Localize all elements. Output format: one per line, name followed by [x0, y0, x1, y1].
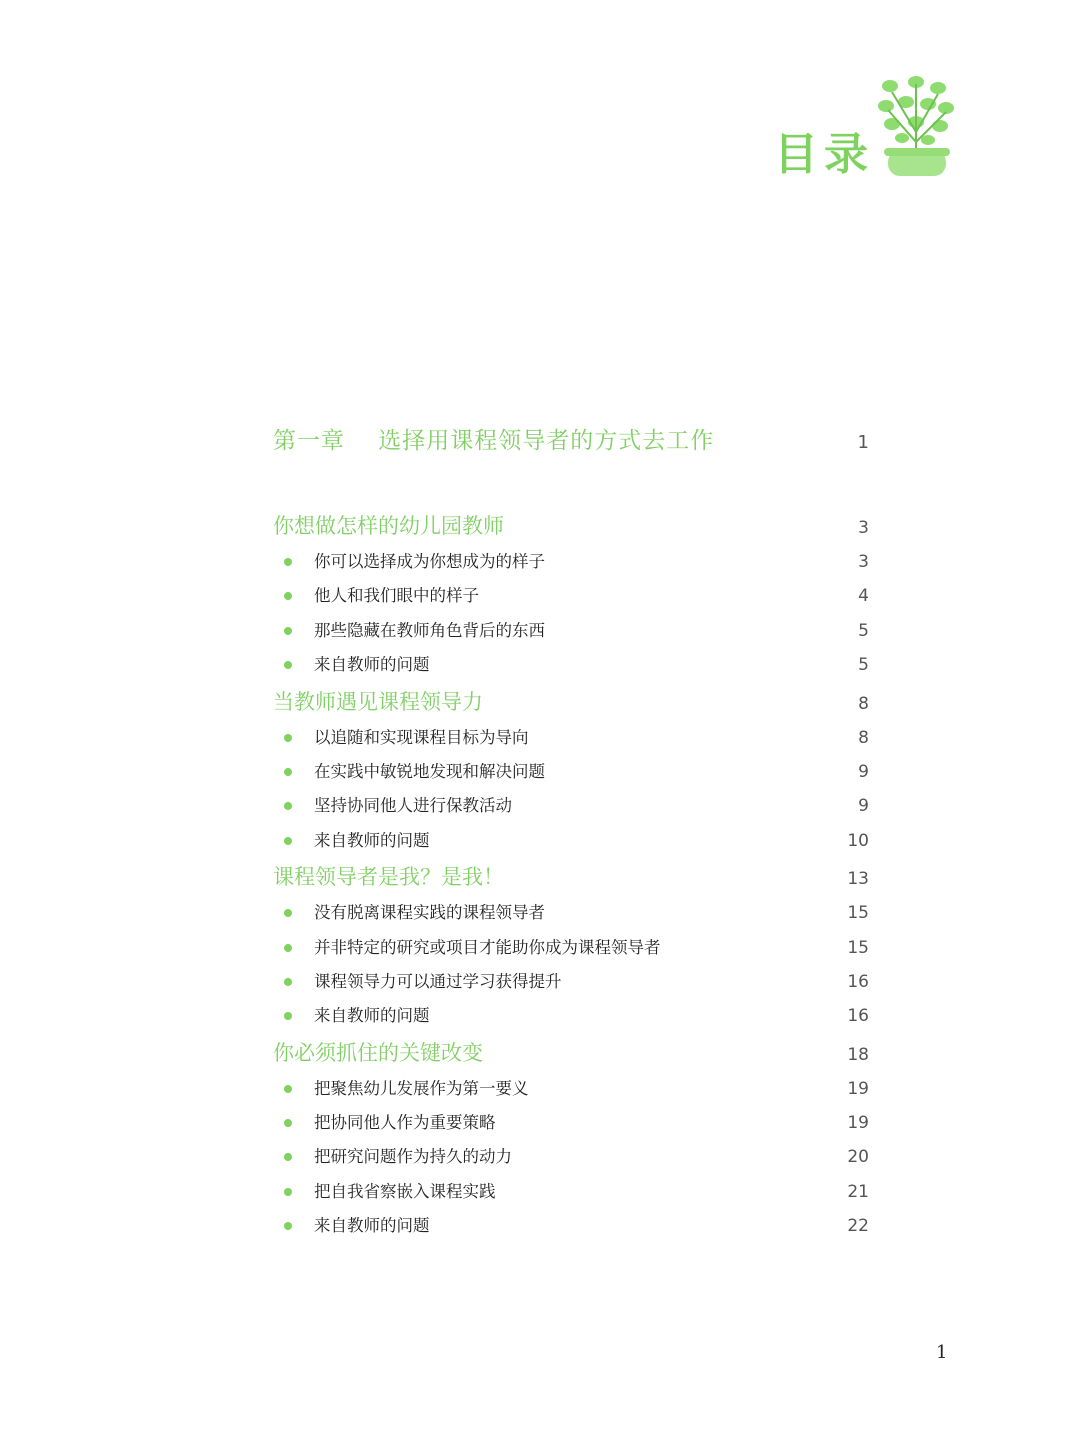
toc-item-label: 你可以选择成为你想成为的样子	[314, 552, 545, 571]
section-heading[interactable]	[273, 508, 873, 544]
toc-item-label: 把自我省察嵌入课程实践	[314, 1181, 496, 1201]
toc-item-label: 把聚焦幼儿发展作为第一要义	[314, 1078, 529, 1098]
chapter-title: 第一章 选择用课程领导者的方式去工作	[273, 428, 715, 454]
bullet-icon	[284, 592, 292, 600]
toc-item[interactable]	[273, 756, 873, 790]
toc-item[interactable]	[273, 1141, 873, 1175]
bullet-icon	[284, 944, 292, 952]
toc-item-page: 3	[858, 552, 869, 572]
toc-item[interactable]	[273, 649, 873, 683]
section-title: 课程领导者是我？是我！	[273, 865, 504, 890]
toc-item-label: 来自教师的问题	[314, 1006, 430, 1026]
section-heading[interactable]	[273, 684, 873, 720]
toc-item[interactable]	[273, 966, 873, 1000]
bullet-icon	[284, 837, 292, 845]
bullet-icon	[284, 661, 292, 669]
section-heading[interactable]	[273, 1035, 873, 1071]
toc-item-label: 在实践中敏锐地发现和解决问题	[314, 761, 545, 781]
toc-item-page: 16	[847, 1006, 869, 1027]
toc-section	[273, 859, 873, 1035]
toc-item-page: 22	[847, 1216, 869, 1237]
bullet-icon	[284, 1119, 292, 1127]
toc-item-page: 15	[847, 903, 869, 924]
section-title: 你必须抓住的关键改变	[273, 1040, 483, 1065]
toc-item[interactable]	[273, 1000, 873, 1034]
bullet-icon	[284, 734, 292, 742]
bullet-icon	[284, 1222, 292, 1230]
bullet-icon	[284, 1153, 292, 1161]
toc-item[interactable]	[273, 790, 873, 824]
table-of-contents	[273, 508, 873, 1245]
page-number: 1	[936, 1342, 948, 1363]
toc-item-page: 15	[847, 937, 869, 958]
toc-item-page: 8	[858, 727, 869, 748]
toc-item-page: 9	[858, 761, 869, 782]
toc-section	[273, 1035, 873, 1245]
section-page-number: 8	[858, 693, 869, 714]
bullet-icon	[284, 1012, 292, 1020]
toc-item[interactable]	[273, 1176, 873, 1210]
toc-item[interactable]	[273, 1107, 873, 1141]
bullet-icon	[284, 978, 292, 986]
toc-item-page: 10	[847, 830, 869, 851]
toc-item[interactable]	[273, 825, 873, 859]
toc-item-label: 并非特定的研究或项目才能助你成为课程领导者	[314, 937, 661, 957]
toc-item[interactable]	[273, 580, 873, 614]
toc-item-page: 5	[858, 620, 869, 641]
toc-section	[273, 684, 873, 860]
toc-item[interactable]	[273, 615, 873, 649]
toc-item[interactable]	[273, 932, 873, 966]
toc-item-label: 没有脱离课程实践的课程领导者	[314, 903, 545, 923]
toc-item-page: 16	[847, 971, 869, 992]
toc-item-label: 坚持协同他人进行保教活动	[314, 796, 512, 816]
bullet-icon	[284, 627, 292, 635]
toc-item[interactable]	[273, 897, 873, 931]
toc-item-page: 21	[847, 1181, 869, 1202]
toc-item-label: 把研究问题作为持久的动力	[314, 1147, 512, 1167]
toc-item[interactable]	[273, 1073, 873, 1107]
section-heading[interactable]	[273, 859, 873, 895]
bullet-icon	[284, 1085, 292, 1093]
toc-item-label: 那些隐藏在教师角色背后的东西	[314, 620, 545, 640]
section-page-number: 18	[847, 1044, 869, 1065]
toc-item[interactable]	[273, 1210, 873, 1244]
chapter-heading[interactable]	[273, 424, 873, 458]
section-page-number: 3	[858, 518, 869, 538]
toc-item-label: 以追随和实现课程目标为导向	[314, 727, 529, 747]
chapter-page-number: 1	[857, 432, 869, 453]
toc-item-page: 5	[858, 655, 869, 676]
section-title: 你想做怎样的幼儿园教师	[273, 514, 504, 538]
bullet-icon	[284, 909, 292, 917]
toc-item[interactable]	[273, 546, 873, 580]
toc-item-page: 19	[847, 1078, 869, 1099]
toc-item-page: 4	[858, 586, 869, 607]
section-title: 当教师遇见课程领导力	[273, 689, 483, 714]
bullet-icon	[284, 802, 292, 810]
toc-item-label: 来自教师的问题	[314, 830, 430, 850]
section-page-number: 13	[847, 869, 869, 890]
toc-section	[273, 508, 873, 684]
bullet-icon	[284, 768, 292, 776]
toc-item-page: 20	[847, 1147, 869, 1168]
bullet-icon	[284, 558, 292, 566]
toc-item-label: 来自教师的问题	[314, 1216, 430, 1236]
toc-item[interactable]	[273, 722, 873, 756]
page-title: 目录	[774, 129, 874, 180]
toc-item-page: 9	[858, 796, 869, 817]
potted-plant-icon	[876, 72, 956, 182]
toc-item-label: 来自教师的问题	[314, 655, 430, 675]
toc-item-label: 他人和我们眼中的样子	[314, 586, 479, 606]
toc-item-label: 课程领导力可以通过学习获得提升	[314, 971, 562, 991]
toc-item-label: 把协同他人作为重要策略	[314, 1113, 496, 1133]
bullet-icon	[284, 1188, 292, 1196]
toc-item-page: 19	[847, 1113, 869, 1134]
